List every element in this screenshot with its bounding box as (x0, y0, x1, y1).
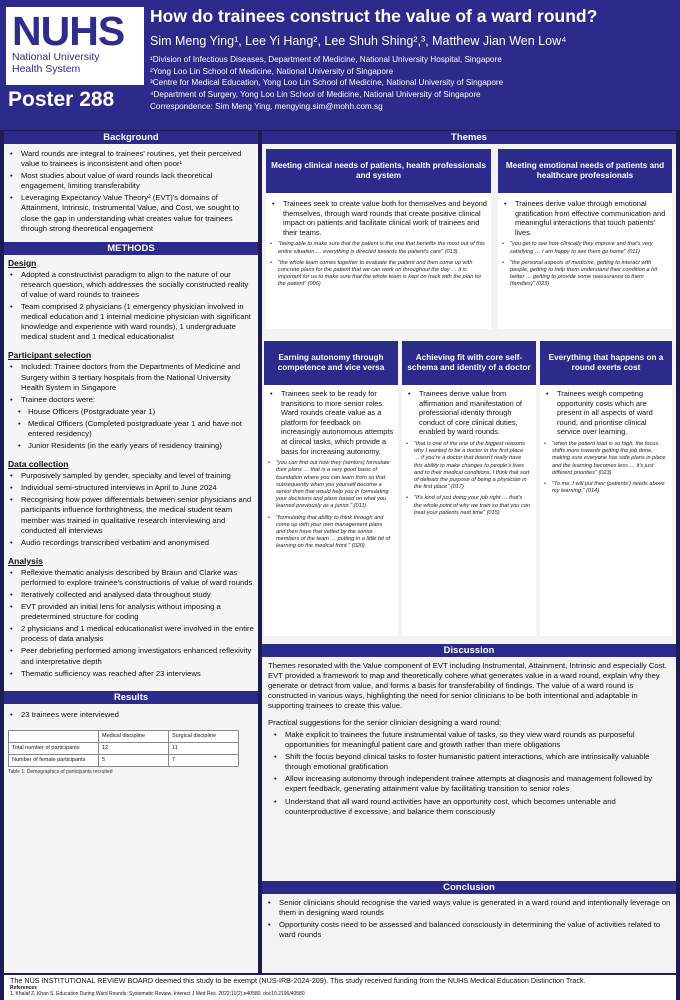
list-item: • House Officers (Postgraduate year 1) (16, 407, 258, 417)
trainee-type-list (4, 407, 258, 451)
list-item: • Ward rounds are integral to trainees' routines, yet their perceived value to trainees is inconsistent and often poor¹ (8, 149, 254, 169)
correspondence: Correspondence: Sim Meng Ying, mengying.sim@mohh.com.sg (150, 101, 383, 111)
methods-heading: METHODS (4, 242, 258, 255)
list-item: • Senior clinicians should recognise the varied ways value is generated in a ward round and intentionally leverage on them in designing ward rounds (266, 898, 672, 918)
logo-word: NUHS (12, 8, 125, 54)
list-item: • Adopted a constructivist paradigm to align to the nature of our research question, which addresses the socially constructed reality of value of ward rounds to trainees (8, 270, 254, 300)
right-column (262, 131, 676, 973)
reference-item: 1. Khalaf Z, Khan S. Education During Ward Rounds: Systematic Review. Interact J Med Res. 2022;11(2):e40580. doi:10.2196/40580 (10, 991, 305, 997)
participant-heading: Participant selection (8, 350, 92, 361)
theme-bullet: • Trainees derive value from affirmation and manifestation of professional identity through conduct of core clinical duties, enabled by ward rounds. (406, 389, 532, 437)
theme-box-cost (540, 341, 672, 636)
table-cell: 7 (169, 754, 239, 766)
theme-bullets (540, 389, 672, 437)
theme-quote: • "you can find out how they (seniors) formulate their plans … that is a very good basis of foundation where you can learn from so that subsequently when you yourself become a senior then that would help you in formulating your decisions and plans based on what you learned previously as a junior." (011) (276, 460, 392, 510)
discussion-paragraph: Themes resonated with the Value component of EVT including Instrumental, Attainment, Intrinsic and especially Cost. EVT provided a framework to map and theoretically cohere what generates value in a ward round, explain why they generate or detract from value, and forms a basis for transferability of findings. The value of a ward round is constructed in various ways, highlighting the need for senior clinicians to be both intentional and adaptable in supporting trainees to create this value. (268, 661, 667, 710)
list-item: • EVT provided an initial lens for analysis without imposing a predetermined structure for coding (8, 602, 254, 622)
list-item: • Individual semi-structured interviews in April to June 2024 (8, 483, 254, 493)
list-item: • Shift the focus beyond clinical tasks to foster humanistic patient interactions, which are intrinsically valuable through emotional gratification (272, 752, 672, 772)
design-heading: Design (8, 257, 37, 268)
data-collection-list (4, 471, 258, 548)
table-cell: 5 (99, 754, 169, 766)
background-heading: Background (4, 131, 258, 144)
theme-quote: • "the whole team comes together to evaluate the patient and then come up with concrete plans for the patient that we can work on throughout the day … it is important for us to make sure that the whole team is kept on track with the plan for the patient" (006) (278, 260, 485, 289)
table-header-cell (9, 730, 99, 742)
affiliations (150, 54, 675, 113)
logo-subtitle-2: Health System (12, 63, 81, 75)
theme-quote: • "being able to make sure that the patient is the one that benefits the most out of this entire situation … everything is directed towards the patient's care" (013) (278, 241, 485, 255)
list-item: • 23 trainees were interviewed (8, 710, 254, 720)
theme-bullet: • Trainees derive value through emotional gratification from effective communication and meaningful interactions that touch patients' lives. (502, 199, 668, 237)
list-item: • Audio recordings transcribed verbatim and anonymised (8, 538, 254, 548)
theme-title: Achieving fit with core self-schema and identity of a doctor (402, 341, 536, 385)
theme-quote: • "that is one of the one of the biggest reasons why I wanted to be a doctor in the first place … if you're a doctor that doesn't really have this ability to make changes to people's lives and to their medical conditions, I think that sort of defeats the purpose of being a physician in the first place" (017) (414, 441, 530, 491)
theme-bullets (266, 199, 491, 237)
list-item: • Thematic sufficiency was reached after 23 interviews (8, 669, 254, 679)
conclusion-heading: Conclusion (262, 881, 676, 894)
left-column (4, 131, 258, 973)
list-item: • Leveraging Expectancy Value Theory² (EVT)'s domains of Attainment, Intrinsic, Instrumental Value, and Cost, we sought to close the gap in understanding what creates value for trainees through strong theoretical engagement (8, 193, 254, 233)
discussion-section (262, 644, 676, 817)
theme-bullet: • Trainees weigh competing opportunity costs which are present in all aspects of ward round, and prioritise clinical service over learning. (544, 389, 668, 437)
theme-quote: • "It's kind of just doing your job right … that's the whole point of why we train so that you can treat your patients next time" (015) (414, 495, 530, 517)
list-item: • Junior Residents (in the early years of residency training) (16, 441, 258, 451)
list-item: • Most studies about value of ward rounds lack theoretical engagement, limiting transferability (8, 171, 254, 191)
logo-subtitle-1: National University (12, 51, 100, 63)
list-item: • Team comprised 2 physicians (1 emergency physician involved in medical education and 1 internal medicine physician with significant knowledge and experience with ward rounds), 1 undergraduate medical student and 1 medical educationalist (8, 302, 254, 342)
list-item: • Understand that all ward round activities have an opportunity cost, which becomes untenable and counterproductive if excessive, and balance them consciously (272, 797, 672, 817)
theme-title: Meeting emotional needs of patients and healthcare professionals (498, 149, 672, 193)
table-cell: 12 (99, 742, 169, 754)
list-item: • Reflexive thematic analysis described by Braun and Clarke was performed to explore trainee's constructions of value of ward rounds (8, 568, 254, 588)
irb-statement: The NUS INSTITUTIONAL REVIEW BOARD deemed this study to be exempt (NUS-IRB-2024-209). This study received funding from the NUHS Medical Education Distinction Track. (10, 976, 586, 985)
design-list (4, 270, 258, 343)
table-row (9, 742, 239, 754)
affiliation: ³Centre for Medical Education, Yong Loo Lin School of Medicine, National University of Singapore (150, 78, 504, 88)
themes-heading: Themes (262, 131, 676, 144)
theme-box-autonomy (264, 341, 398, 636)
list-item: • Recognising how power differentials between senior physicians and participants influence forthrightness, the medical student team member was trained in qualitative research interviewing and conducted all interviews (8, 495, 254, 535)
nuhs-logo (6, 7, 144, 85)
affiliation: ⁴Department of Surgery, Yong Loo Lin School of Medicine, National University of Singapore (150, 90, 481, 100)
theme-quote: • "the personal aspects of medicine, getting to interact with people, getting to help them understand their condition a bit better … getting to provide some reassurance to them (families)" (023) (510, 260, 666, 289)
affiliation: ²Yong Loo Lin School of Medicine, National University of Singapore (150, 66, 394, 76)
demographics-table (8, 730, 239, 767)
discussion-list (262, 730, 676, 817)
theme-bullets (498, 199, 672, 237)
table-cell: Total number of participants (9, 742, 99, 754)
theme-bullet: • Trainees seek to create value both for themselves and beyond themselves, through ward rounds that create positive clinical impact on patients and facilitate clinical work of trainees and their teams. (270, 199, 487, 237)
analysis-heading: Analysis (8, 555, 43, 566)
theme-box-identity (402, 341, 536, 636)
table-cell: 11 (169, 742, 239, 754)
theme-bullets (402, 389, 536, 437)
table-row (9, 754, 239, 766)
author-list: Sim Meng Ying¹, Lee Yi Hang², Lee Shuh Shing²,³, Matthew Jian Wen Low⁴ (150, 34, 567, 48)
theme-bullets (264, 389, 398, 456)
affiliation: ¹Division of Infectious Diseases, Department of Medicine, National University Hospital, Singapore (150, 55, 502, 64)
conclusion-section (262, 881, 676, 940)
theme-title: Earning autonomy through competence and vice versa (264, 341, 398, 385)
theme-bullet: • Trainees seek to be ready for transitions to more senior roles. Ward rounds create value as a platform for feedback on increasingly autonomous attempts at clinical tasks, which provide a basis for increasing autonomy. (268, 389, 394, 456)
list-item: • Make explicit to trainees the future instrumental value of tasks, so they view ward rounds as purposeful opportunities for meaningful patient care and growth rather than mere obligations (272, 730, 672, 750)
results-list (4, 710, 258, 720)
data-collection-heading: Data collection (8, 459, 69, 470)
table-cell: Number of female participants (9, 754, 99, 766)
poster-header (0, 0, 680, 130)
references-label: References (10, 985, 37, 991)
theme-quote: • "you get to see how clinically they improve and that's very satisfying … I am happy to see them go home" (011) (510, 241, 666, 255)
background-list (4, 149, 258, 234)
poster-title: How do trainees construct the value of a ward round? (150, 6, 598, 26)
theme-quote: • "formulating that ability to think through and come up with your own management plans and then have that vetted by the senior members of the team … putting in a little bit of learning on the medical front." (020) (276, 515, 392, 551)
discussion-suggestions-intro: Practical suggestions for the senior clinician designing a ward round: (268, 718, 502, 727)
list-item: • Medical Officers (Completed postgraduate year 1 and have not entered residency) (16, 419, 258, 439)
theme-title: Meeting clinical needs of patients, health professionals and system (266, 149, 491, 193)
theme-title: Everything that happens on a round exerts cost (540, 341, 672, 385)
list-item: • Iteratively collected and analysed data throughout study (8, 590, 254, 600)
theme-quote: • "To me, I will put their (patients') needs above my learning." (014) (552, 481, 666, 495)
table-header-cell: Medical discipline (99, 730, 169, 742)
theme-box-clinical (266, 149, 491, 329)
table-header-cell: Surgical discipline (169, 730, 239, 742)
list-item: • Allow increasing autonomy through independent trainee attempts at diagnosis and management followed by expert feedback, generating attainment value by facilitating transition to senior roles (272, 774, 672, 794)
list-item: • 2 physicians and 1 medical educationalist were involved in the entire process of data analysis (8, 624, 254, 644)
list-item: • Trainee doctors were: (8, 395, 254, 405)
conclusion-list (262, 898, 676, 940)
list-item: • Included: Trainee doctors from the Departments of Medicine and Surgery within 3 tertiary hospitals from the National University Health System in Singapore (8, 362, 254, 392)
poster-number: Poster 288 (8, 88, 115, 111)
results-heading: Results (4, 691, 258, 704)
analysis-list (4, 568, 258, 679)
theme-box-emotional (498, 149, 672, 329)
list-item: • Purposively sampled by gender, specialty and level of training (8, 471, 254, 481)
discussion-heading: Discussion (262, 644, 676, 657)
theme-quote: • "when the patient load is so high, the focus shifts more towards getting the job done, making sure everyone has safe plans in place and the learning becomes less … it's just different priorities" (023) (552, 441, 666, 477)
list-item: • Peer debriefing performed among investigators enhanced reflexivity and interpretative depth (8, 646, 254, 666)
list-item: • Opportunity costs need to be assessed and balanced consciously in determining the value of activities related to ward rounds (266, 920, 672, 940)
participant-list (4, 362, 258, 404)
table-header-row (9, 730, 239, 742)
table-caption: Table 1: Demographics of participants recruited (8, 768, 113, 775)
footer (4, 975, 676, 1000)
